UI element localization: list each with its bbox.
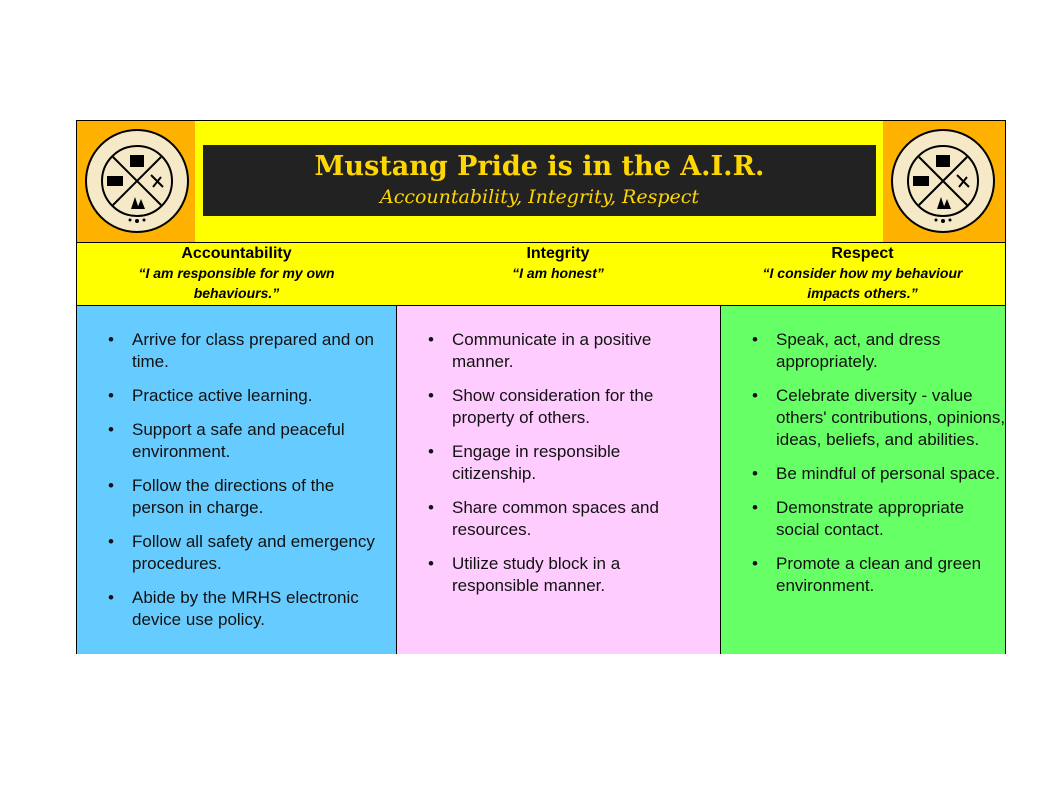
list-item: • Practice active learning. bbox=[132, 385, 388, 407]
school-logo-left bbox=[77, 121, 195, 242]
list-item: • Utilize study block in a responsible manner. bbox=[452, 553, 702, 597]
list-item: • Follow the directions of the person in charge. bbox=[132, 475, 388, 519]
list-item: • Demonstrate appropriate social contact. bbox=[776, 497, 1006, 541]
integrity-heading bbox=[396, 242, 720, 306]
column-motto-line1: “I am honest” bbox=[512, 265, 604, 281]
list-item: • Engage in responsible citizenship. bbox=[452, 441, 702, 485]
column-title: Respect bbox=[831, 245, 894, 262]
list-item: • Share common spaces and resources. bbox=[452, 497, 702, 541]
accountability-list bbox=[132, 329, 388, 643]
list-item: • Communicate in a positive manner. bbox=[452, 329, 702, 373]
poster-subtitle: Accountability, Integrity, Respect bbox=[379, 186, 700, 208]
list-item: • Promote a clean and green environment. bbox=[776, 553, 1006, 597]
poster-header bbox=[77, 121, 1005, 242]
accountability-heading bbox=[77, 242, 396, 306]
column-motto-line2: impacts others.” bbox=[807, 285, 918, 301]
school-crest-icon bbox=[83, 127, 191, 235]
list-item: • Show consideration for the property of others. bbox=[452, 385, 702, 429]
list-item: • Abide by the MRHS electronic device use policy. bbox=[132, 587, 388, 631]
list-item: • Arrive for class prepared and on time. bbox=[132, 329, 388, 373]
title-banner bbox=[203, 145, 876, 216]
integrity-list bbox=[452, 329, 702, 609]
list-item: • Celebrate diversity - value others' contributions, opinions, ideas, beliefs, and abilities. bbox=[776, 385, 1006, 451]
list-item: • Be mindful of personal space. bbox=[776, 463, 1006, 485]
school-logo-right bbox=[883, 121, 1005, 242]
column-motto-line1: “I consider how my behaviour bbox=[762, 265, 963, 281]
column-title: Integrity bbox=[526, 245, 590, 262]
accountability-column bbox=[77, 306, 396, 654]
respect-heading bbox=[720, 242, 1005, 306]
column-title: Accountability bbox=[181, 245, 292, 262]
school-crest-icon bbox=[889, 127, 997, 235]
list-item: • Follow all safety and emergency procedures. bbox=[132, 531, 388, 575]
list-item: • Support a safe and peaceful environment. bbox=[132, 419, 388, 463]
column-motto-line2: behaviours.” bbox=[193, 285, 280, 301]
column-motto-line1: “I am responsible for my own bbox=[138, 265, 335, 281]
respect-list bbox=[776, 329, 1006, 609]
poster-title: Mustang Pride is in the A.I.R. bbox=[314, 151, 765, 182]
air-poster bbox=[76, 120, 1006, 654]
respect-column bbox=[720, 306, 1005, 654]
list-item: • Speak, act, and dress appropriately. bbox=[776, 329, 1006, 373]
integrity-column bbox=[396, 306, 720, 654]
